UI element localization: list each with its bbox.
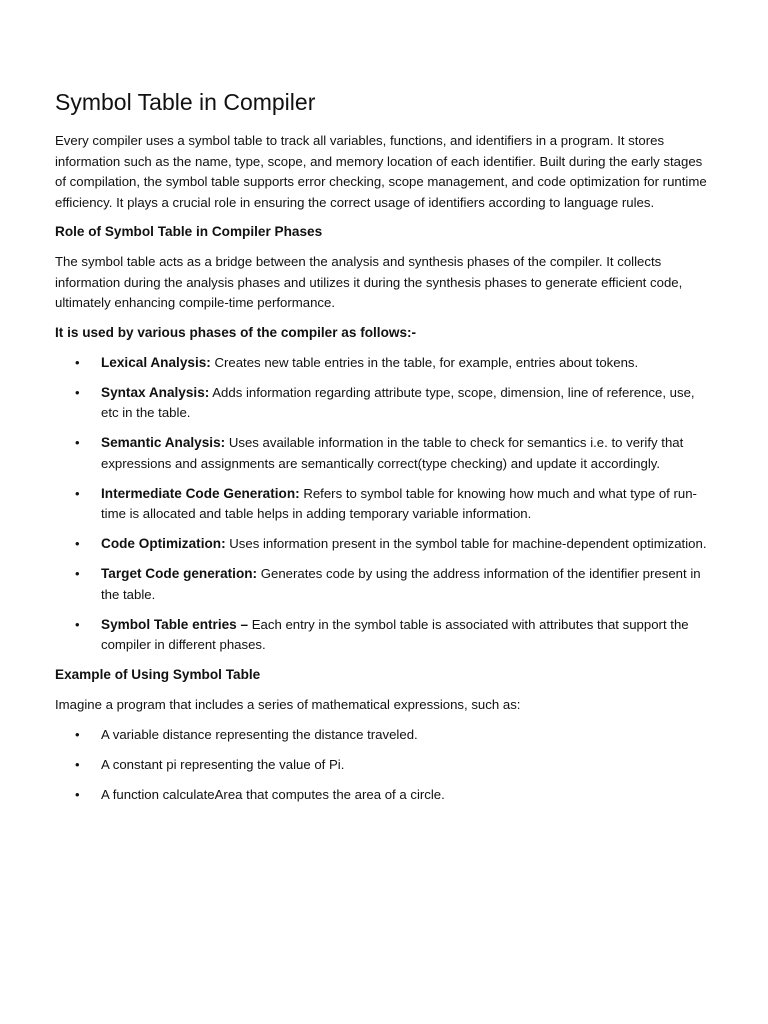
list-item <box>55 534 712 555</box>
list-item <box>55 755 712 776</box>
phase-term: Syntax Analysis: <box>101 384 210 400</box>
phase-description: Uses information present in the symbol table for machine-dependent optimization. <box>225 536 707 551</box>
intro-paragraph: Every compiler uses a symbol table to track all variables, functions, and identifiers in a program. It stores information such as the name, type, scope, and memory location of each identifier. Built during the early stages of compilation, the symbol table supports error checking, scope management, and code optimization for runtime efficiency. It plays a crucial role in ensuring the correct usage of identifiers according to language rules. <box>55 133 707 210</box>
bullet-icon: • <box>75 616 80 632</box>
phase-description: Uses available information in the table to check for semantics i.e. to verify that expressions and assignments are semantically correct(type checking) and update it accordingly. <box>101 435 684 471</box>
bullet-icon: • <box>75 566 80 581</box>
list-item <box>55 564 712 605</box>
phase-term: Intermediate Code Generation: <box>101 485 300 501</box>
list-item <box>55 725 712 746</box>
list-item <box>55 383 712 424</box>
page-title: Symbol Table in Compiler <box>55 89 316 115</box>
phase-description: Creates new table entries in the table, for example, entries about tokens. <box>210 354 639 370</box>
list-item <box>55 353 712 374</box>
phase-description: Each entry in the symbol table is associated with attributes that support the compiler in different phases. <box>101 616 689 652</box>
phase-term: Semantic Analysis: <box>101 435 226 450</box>
bullet-icon: • <box>75 756 80 772</box>
bullet-icon: • <box>75 485 80 501</box>
phase-description: Generates code by using the address information of the identifier present in the table. <box>101 566 701 602</box>
role-heading: Role of Symbol Table in Compiler Phases <box>55 224 323 239</box>
phase-term: Lexical Analysis: <box>101 354 211 370</box>
list-item <box>55 433 712 474</box>
bullet-icon: • <box>75 536 80 551</box>
bullet-icon: • <box>75 354 80 370</box>
examples-list <box>55 725 712 806</box>
example-text: A constant pi representing the value of Pi. <box>101 756 345 772</box>
bullet-icon: • <box>75 435 80 450</box>
bullet-icon: • <box>75 384 80 400</box>
list-item <box>55 484 712 525</box>
phase-term: Target Code generation: <box>101 566 258 581</box>
example-text: A function calculateArea that computes the area of a circle. <box>101 786 445 802</box>
bullet-icon: • <box>75 786 80 802</box>
example-paragraph: Imagine a program that includes a series of mathematical expressions, such as: <box>55 697 521 712</box>
phase-description: Refers to symbol table for knowing how much and what type of run-time is allocated and table helps in adding temporary variable information. <box>101 485 697 521</box>
phases-heading: It is used by various phases of the compiler as follows:- <box>55 324 417 340</box>
phase-term: Symbol Table entries – <box>101 616 249 632</box>
bullet-icon: • <box>75 726 80 742</box>
example-heading: Example of Using Symbol Table <box>55 667 261 682</box>
phases-list <box>55 353 712 656</box>
phase-term: Code Optimization: <box>101 536 226 551</box>
phase-description: Adds information regarding attribute type, scope, dimension, line of reference, use, etc in the table. <box>101 384 695 420</box>
example-text: A variable distance representing the distance traveled. <box>101 726 418 742</box>
list-item <box>55 615 712 656</box>
list-item <box>55 785 712 806</box>
role-paragraph: The symbol table acts as a bridge between the analysis and synthesis phases of the compiler. It collects information during the analysis phases and utilizes it during the synthesis phases to generate efficient code, ultimately enhancing compile-time performance. <box>55 254 683 310</box>
